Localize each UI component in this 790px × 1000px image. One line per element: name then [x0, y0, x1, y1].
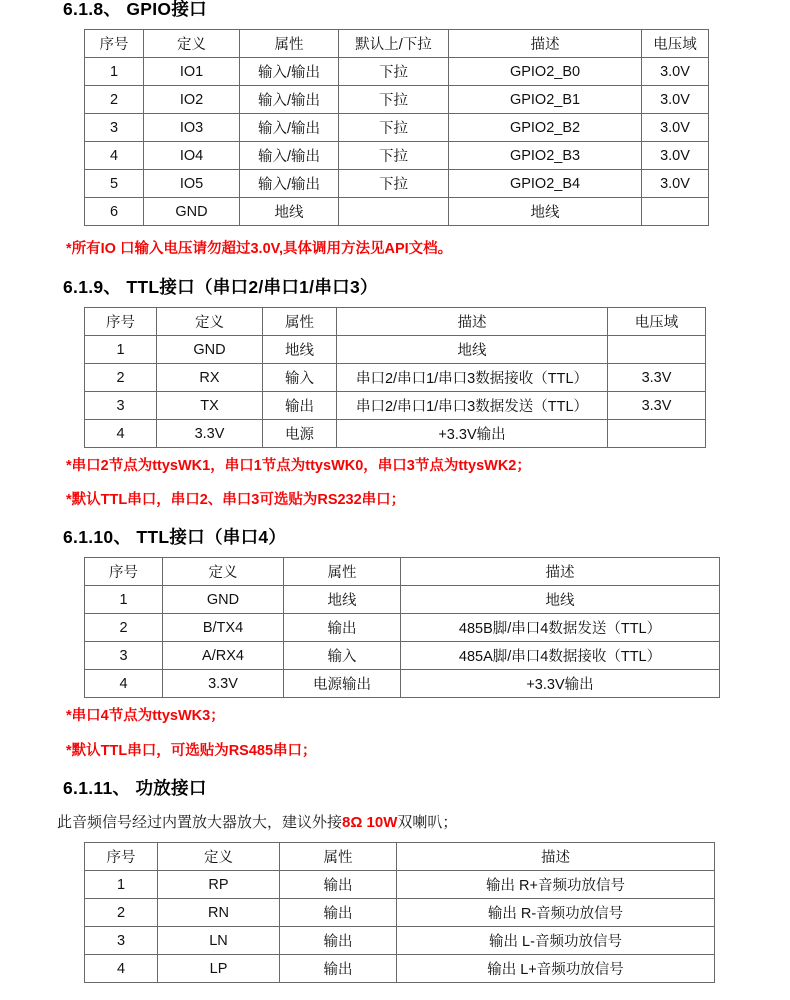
table-cell: 地线: [284, 586, 401, 614]
table-cell: 输入: [284, 642, 401, 670]
table-cell: 输出: [280, 899, 397, 927]
table-cell: 下拉: [339, 142, 449, 170]
table-cell: RX: [157, 364, 263, 392]
table-cell: 下拉: [339, 170, 449, 198]
table-cell: TX: [157, 392, 263, 420]
table-cell: GPIO2_B2: [449, 114, 642, 142]
table-cell: 4: [85, 142, 144, 170]
table-cell: IO5: [144, 170, 240, 198]
table-cell: 2: [85, 86, 144, 114]
table-cell: 5: [85, 170, 144, 198]
table-cell: 电源输出: [284, 670, 401, 698]
ttl-uart123-table: [84, 307, 706, 448]
amplifier-intro: [57, 814, 790, 832]
ttl-uart123-note-nodes: *串口2节点为ttysWK1，串口1节点为ttysWK0，串口3节点为ttysWK2；: [66, 458, 531, 474]
ttl-uart4-note-node: *串口4节点为ttysWK3；: [66, 708, 225, 724]
column-header: 描述: [401, 558, 720, 586]
table-cell: 4: [85, 670, 163, 698]
table-cell: 485B脚/串口4数据发送（TTL）: [401, 614, 720, 642]
table-cell: +3.3V输出: [401, 670, 720, 698]
table-cell: 3.0V: [642, 58, 709, 86]
column-header: 属性: [263, 308, 337, 336]
table-cell: 输出: [280, 871, 397, 899]
table-cell: GND: [163, 586, 284, 614]
table-cell: 1: [85, 871, 158, 899]
amplifier-intro-prefix: 此音频信号经过内置放大器放大，建议外接: [57, 814, 343, 831]
table-cell: 6: [85, 198, 144, 226]
table-cell: GPIO2_B3: [449, 142, 642, 170]
column-header: 描述: [397, 843, 715, 871]
table-cell: B/TX4: [163, 614, 284, 642]
table-row: [85, 364, 706, 392]
table-cell: 3: [85, 642, 163, 670]
column-header: 定义: [157, 308, 263, 336]
ttl-uart4-table: [84, 557, 720, 698]
table-cell: 下拉: [339, 114, 449, 142]
column-header: 描述: [449, 30, 642, 58]
table-cell: +3.3V输出: [337, 420, 608, 448]
column-header: 定义: [158, 843, 280, 871]
table-cell: 3: [85, 392, 157, 420]
section-heading-gpio: 6.1.8、 GPIO接口: [63, 0, 207, 19]
table-cell: 输出 R-音频功放信号: [397, 899, 715, 927]
table-row: [85, 336, 706, 364]
table-cell: IO2: [144, 86, 240, 114]
column-header: 定义: [163, 558, 284, 586]
table-cell: 3: [85, 114, 144, 142]
table-cell: 4: [85, 955, 158, 983]
table-cell: IO4: [144, 142, 240, 170]
table-cell: 4: [85, 420, 157, 448]
table-cell: GPIO2_B4: [449, 170, 642, 198]
amplifier-intro-highlight: 8Ω 10W: [342, 814, 398, 831]
table-row: [85, 871, 715, 899]
table-cell: LN: [158, 927, 280, 955]
table-cell: 3.0V: [642, 170, 709, 198]
table-cell: 地线: [449, 198, 642, 226]
table-cell: 输出: [263, 392, 337, 420]
column-header: 序号: [85, 30, 144, 58]
table-cell: IO3: [144, 114, 240, 142]
column-header: 电压域: [642, 30, 709, 58]
table-cell: 地线: [240, 198, 339, 226]
table-cell: 地线: [401, 586, 720, 614]
table-cell: 2: [85, 899, 158, 927]
column-header: 属性: [284, 558, 401, 586]
column-header: 默认上/下拉: [339, 30, 449, 58]
gpio-note: *所有IO 口输入电压请勿超过3.0V,具体调用方法见API文档。: [66, 241, 453, 257]
table-cell: 1: [85, 586, 163, 614]
table-cell: 2: [85, 364, 157, 392]
table-cell: 输入/输出: [240, 170, 339, 198]
table-cell: [642, 198, 709, 226]
table-row: [85, 420, 706, 448]
table-cell: 485A脚/串口4数据接收（TTL）: [401, 642, 720, 670]
ttl-uart123-note-rs232: *默认TTL串口，串口2、串口3可选贴为RS232串口；: [66, 492, 406, 508]
table-cell: 输出: [280, 927, 397, 955]
amplifier-table: [84, 842, 715, 983]
table-cell: 输出 L-音频功放信号: [397, 927, 715, 955]
table-cell: 输出 L+音频功放信号: [397, 955, 715, 983]
table-row: [85, 86, 709, 114]
table-cell: GPIO2_B0: [449, 58, 642, 86]
table-row: [85, 927, 715, 955]
table-cell: 地线: [263, 336, 337, 364]
column-header: 序号: [85, 843, 158, 871]
table-cell: 3.3V: [608, 364, 706, 392]
table-cell: 输入/输出: [240, 142, 339, 170]
table-cell: 输出: [284, 614, 401, 642]
table-header-row: [85, 558, 720, 586]
section-heading-ttl-uart123: 6.1.9、 TTL接口（串口2/串口1/串口3）: [63, 277, 378, 297]
column-header: 序号: [85, 558, 163, 586]
table-row: [85, 170, 709, 198]
table-cell: 电源: [263, 420, 337, 448]
table-cell: 下拉: [339, 58, 449, 86]
column-header: 定义: [144, 30, 240, 58]
table-cell: A/RX4: [163, 642, 284, 670]
table-row: [85, 899, 715, 927]
table-cell: GND: [157, 336, 263, 364]
table-cell: RP: [158, 871, 280, 899]
table-cell: 输入: [263, 364, 337, 392]
table-cell: [339, 198, 449, 226]
table-cell: 串口2/串口1/串口3数据接收（TTL）: [337, 364, 608, 392]
table-cell: GND: [144, 198, 240, 226]
table-cell: 1: [85, 336, 157, 364]
table-cell: RN: [158, 899, 280, 927]
table-cell: [608, 420, 706, 448]
table-row: [85, 670, 720, 698]
table-cell: 3.3V: [608, 392, 706, 420]
table-cell: IO1: [144, 58, 240, 86]
table-cell: [608, 336, 706, 364]
table-cell: 地线: [337, 336, 608, 364]
column-header: 序号: [85, 308, 157, 336]
table-cell: LP: [158, 955, 280, 983]
table-cell: 输出: [280, 955, 397, 983]
table-header-row: [85, 843, 715, 871]
table-cell: 1: [85, 58, 144, 86]
table-cell: 串口2/串口1/串口3数据发送（TTL）: [337, 392, 608, 420]
table-cell: 输出 R+音频功放信号: [397, 871, 715, 899]
table-cell: 3: [85, 927, 158, 955]
table-cell: 输入/输出: [240, 86, 339, 114]
table-row: [85, 142, 709, 170]
amplifier-intro-suffix: 双喇叭；: [397, 814, 458, 831]
section-heading-amplifier: 6.1.11、 功放接口: [63, 778, 207, 798]
table-row: [85, 614, 720, 642]
table-cell: 3.3V: [163, 670, 284, 698]
table-row: [85, 586, 720, 614]
table-cell: 3.0V: [642, 142, 709, 170]
gpio-table: [84, 29, 709, 226]
table-header-row: [85, 30, 709, 58]
column-header: 描述: [337, 308, 608, 336]
table-row: [85, 114, 709, 142]
table-cell: GPIO2_B1: [449, 86, 642, 114]
table-row: [85, 58, 709, 86]
table-cell: 输入/输出: [240, 114, 339, 142]
table-cell: 2: [85, 614, 163, 642]
table-row: [85, 955, 715, 983]
table-row: [85, 642, 720, 670]
column-header: 属性: [240, 30, 339, 58]
table-cell: 下拉: [339, 86, 449, 114]
table-cell: 3.0V: [642, 114, 709, 142]
column-header: 电压域: [608, 308, 706, 336]
table-row: [85, 392, 706, 420]
table-cell: 3.0V: [642, 86, 709, 114]
table-row: [85, 198, 709, 226]
column-header: 属性: [280, 843, 397, 871]
ttl-uart4-note-rs485: *默认TTL串口，可选贴为RS485串口；: [66, 743, 317, 759]
section-heading-ttl-uart4: 6.1.10、 TTL接口（串口4）: [63, 527, 287, 547]
table-cell: 输入/输出: [240, 58, 339, 86]
table-cell: 3.3V: [157, 420, 263, 448]
table-header-row: [85, 308, 706, 336]
